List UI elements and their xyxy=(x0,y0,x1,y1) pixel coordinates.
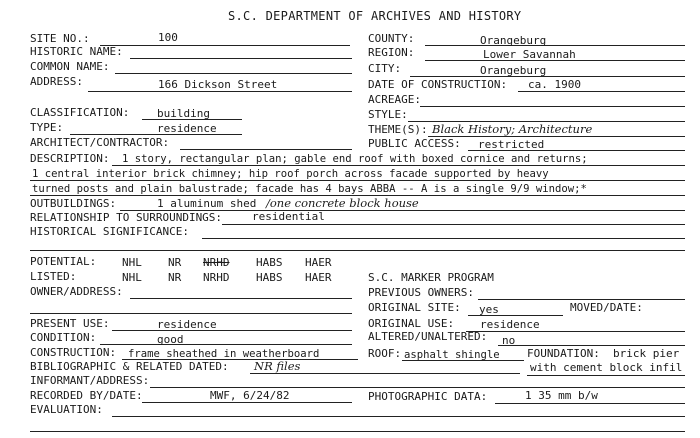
evaluation-field-line xyxy=(112,416,685,417)
listed-nhl: NHL xyxy=(122,271,142,284)
architect-label: ARCHITECT/CONTRACTOR: xyxy=(30,136,170,149)
style-label: STYLE: xyxy=(368,108,408,121)
historic-name-label: HISTORIC NAME: xyxy=(30,45,123,58)
site-no-label: SITE NO.: xyxy=(30,32,90,45)
condition-field-line xyxy=(100,344,352,345)
listed-nrhd: NRHD xyxy=(203,271,230,284)
owner-address-extra-line xyxy=(30,313,352,314)
date-of-construction-value: ca. 1900 xyxy=(528,78,581,91)
outbuildings-handwritten-value: /one concrete block house xyxy=(266,196,419,210)
construction-label: CONSTRUCTION: xyxy=(30,346,117,359)
architect-field-line xyxy=(180,149,352,150)
original-use-field-line xyxy=(466,331,685,332)
owner-address-field-line xyxy=(130,298,352,299)
public-access-label: PUBLIC ACCESS: xyxy=(368,137,461,150)
altered-value: no xyxy=(502,334,516,347)
altered-field-line xyxy=(498,345,685,346)
photographic-data-label: PHOTOGRAPHIC DATA: xyxy=(368,390,488,403)
classification-value: building xyxy=(157,107,210,120)
description-line-2: 1 central interior brick chimney; hip roof porch across facade supported by heavy xyxy=(32,168,549,180)
address-value: 166 Dickson Street xyxy=(158,78,278,91)
city-value: Orangeburg xyxy=(480,64,547,77)
acreage-field-line xyxy=(420,106,685,107)
moved-date-label: MOVED/DATE: xyxy=(570,301,643,314)
bibliographic-label: BIBLIOGRAPHIC & RELATED DATED: xyxy=(30,360,229,373)
recorded-by-value: MWF, 6/24/82 xyxy=(210,389,290,402)
informant-field-line xyxy=(150,387,685,388)
type-label: TYPE: xyxy=(30,121,64,134)
section-divider xyxy=(30,250,685,251)
bibliographic-value: NR files xyxy=(254,359,301,373)
county-value: Orangeburg xyxy=(480,34,547,47)
historical-significance-field-line xyxy=(202,238,685,239)
description-line-1: 1 story, rectangular plan; gable end roof with boxed cornice and returns; xyxy=(122,153,588,165)
county-label: COUNTY: xyxy=(368,32,415,45)
historic-name-field-line xyxy=(130,58,352,59)
county-field-line xyxy=(425,45,685,46)
foundation-value: brick pier xyxy=(613,347,680,360)
address-field-line xyxy=(88,91,352,92)
previous-owners-label: PREVIOUS OWNERS: xyxy=(368,286,474,299)
photographic-data-field-line xyxy=(495,403,685,404)
region-value: Lower Savannah xyxy=(483,48,576,61)
owner-address-label: OWNER/ADDRESS: xyxy=(30,285,123,298)
city-label: CITY: xyxy=(368,62,402,75)
outbuildings-label: OUTBUILDINGS: xyxy=(30,197,117,210)
historical-significance-label: HISTORICAL SIGNIFICANCE: xyxy=(30,225,189,238)
potential-label: POTENTIAL: xyxy=(30,255,97,268)
foundation-value-continued: with cement block infil xyxy=(530,361,683,374)
description-label: DESCRIPTION: xyxy=(30,152,110,165)
construction-value: frame sheathed in weatherboard xyxy=(128,348,320,360)
city-field-line xyxy=(410,76,685,77)
potential-nrhd: NRHD xyxy=(203,256,230,269)
region-label: REGION: xyxy=(368,46,415,59)
original-site-value: yes xyxy=(479,303,499,316)
present-use-value: residence xyxy=(157,318,217,331)
potential-nhl: NHL xyxy=(122,256,142,269)
previous-owners-field-line xyxy=(478,299,685,300)
site-no-value: 100 xyxy=(158,31,178,44)
listed-label: LISTED: xyxy=(30,270,77,283)
relationship-value: residential xyxy=(252,210,325,223)
condition-label: CONDITION: xyxy=(30,331,97,344)
outbuildings-typed-value: 1 aluminum shed xyxy=(157,197,257,210)
potential-habs: HABS xyxy=(256,256,283,269)
original-use-value: residence xyxy=(480,318,540,331)
listed-habs: HABS xyxy=(256,271,283,284)
roof-label: ROOF: xyxy=(368,347,402,360)
condition-value: good xyxy=(157,333,184,346)
date-of-construction-label: DATE OF CONSTRUCTION: xyxy=(368,78,508,91)
form-title: S.C. DEPARTMENT OF ARCHIVES AND HISTORY xyxy=(228,9,522,23)
present-use-field-line xyxy=(112,330,352,331)
recorded-by-label: RECORDED BY/DATE: xyxy=(30,389,143,402)
themes-label: THEME(S): xyxy=(368,123,428,136)
potential-nr: NR xyxy=(168,256,182,269)
evaluation-label: EVALUATION: xyxy=(30,403,103,416)
address-label: ADDRESS: xyxy=(30,75,83,88)
bibliographic-field-line xyxy=(250,373,520,374)
original-site-label: ORIGINAL SITE: xyxy=(368,301,461,314)
date-field-line xyxy=(518,91,685,92)
evaluation-extra-line xyxy=(30,431,685,432)
relationship-field-line xyxy=(222,224,685,225)
common-name-field-line xyxy=(115,73,352,74)
foundation-label: FOUNDATION: xyxy=(527,347,600,360)
recorded-by-field-line xyxy=(142,402,352,403)
common-name-label: COMMON NAME: xyxy=(30,60,110,73)
description-line-1-rule xyxy=(112,165,685,166)
roof-value: asphalt shingle xyxy=(404,349,500,361)
description-line-2-rule xyxy=(30,180,685,181)
public-access-value: restricted xyxy=(478,138,545,151)
listed-haer: HAER xyxy=(305,271,332,284)
photographic-data-value: 1 35 mm b/w xyxy=(525,389,598,402)
original-use-label: ORIGINAL USE: xyxy=(368,317,455,330)
relationship-label: RELATIONSHIP TO SURROUNDINGS: xyxy=(30,211,223,224)
marker-program-label: S.C. MARKER PROGRAM xyxy=(368,271,494,284)
informant-label: INFORMANT/ADDRESS: xyxy=(30,374,150,387)
listed-nr: NR xyxy=(168,271,182,284)
themes-field-line xyxy=(428,136,685,137)
classification-label: CLASSIFICATION: xyxy=(30,106,130,119)
present-use-label: PRESENT USE: xyxy=(30,317,110,330)
description-line-3: turned posts and plain balustrade; facade has 4 bays ABBA -- A is a single 9/9 window;* xyxy=(32,183,587,195)
foundation-field-line xyxy=(527,375,685,376)
type-value: residence xyxy=(157,122,217,135)
altered-label: ALTERED/UNALTERED: xyxy=(368,330,488,343)
acreage-label: ACREAGE: xyxy=(368,93,421,106)
potential-haer: HAER xyxy=(305,256,332,269)
site-no-field-line xyxy=(100,45,350,46)
themes-value: Black History; Architecture xyxy=(432,122,593,136)
